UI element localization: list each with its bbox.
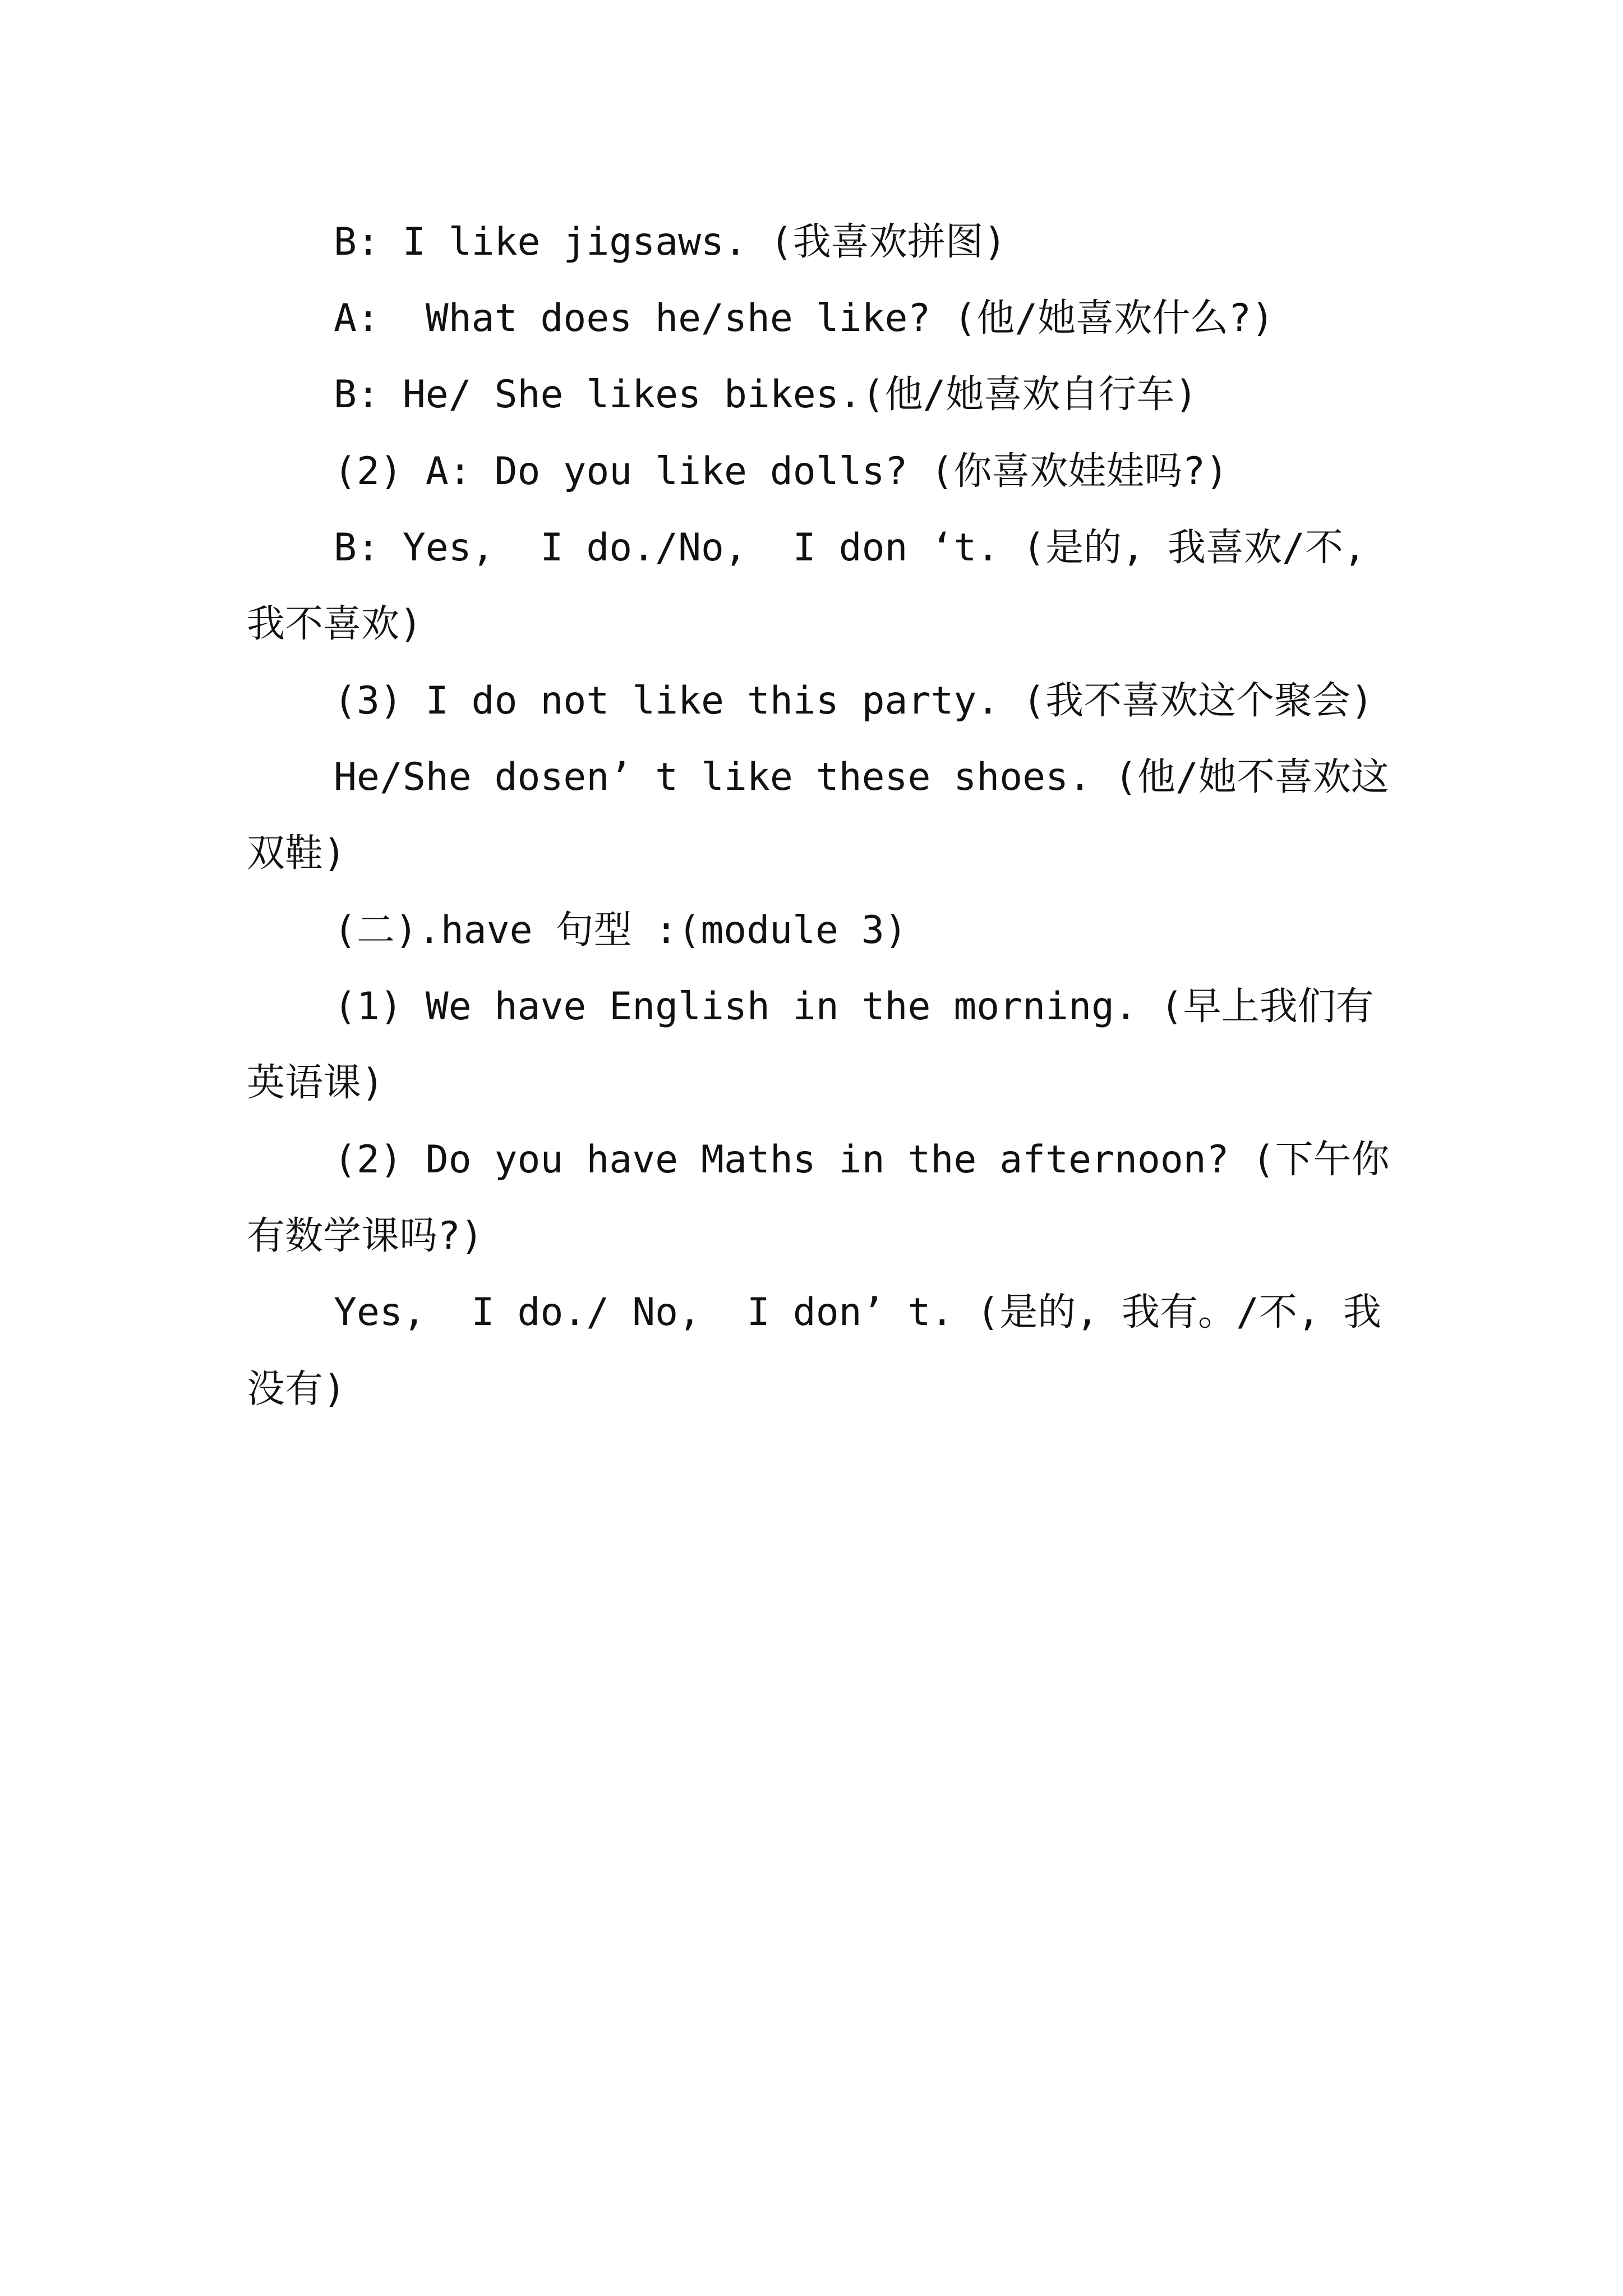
text-line: 双鞋): [247, 831, 346, 876]
text-line: (3) I do not like this party. (我不喜欢这个聚会): [334, 679, 1374, 723]
text-line: 英语课): [247, 1061, 384, 1105]
text-line: B: I like jigsaws. (我喜欢拼图): [334, 220, 1007, 264]
text-line: He/She dosen’ t like these shoes. (他/她不喜欢这: [334, 755, 1389, 799]
text-line: (2) Do you have Maths in the afternoon? (下午你: [334, 1138, 1390, 1182]
text-line: Yes, I do./ No, I don’ t. (是的, 我有。/不, 我: [334, 1290, 1381, 1335]
text-line: (2) A: Do you like dolls? (你喜欢娃娃吗?): [334, 449, 1229, 494]
text-line: (1) We have English in the morning. (早上我们有: [334, 984, 1374, 1029]
text-line: 没有): [247, 1367, 346, 1411]
text-line: B: He/ She likes bikes.(他/她喜欢自行车): [334, 372, 1198, 417]
section-heading: (二).have 句型 :(module 3): [334, 908, 907, 953]
text-line: 有数学课吗?): [247, 1214, 483, 1258]
text-line: 我不喜欢): [247, 602, 422, 646]
text-line: A: What does he/she like? (他/她喜欢什么?): [334, 296, 1275, 341]
text-line: B: Yes, I do./No, I don ‘t. (是的, 我喜欢/不,: [334, 526, 1366, 570]
